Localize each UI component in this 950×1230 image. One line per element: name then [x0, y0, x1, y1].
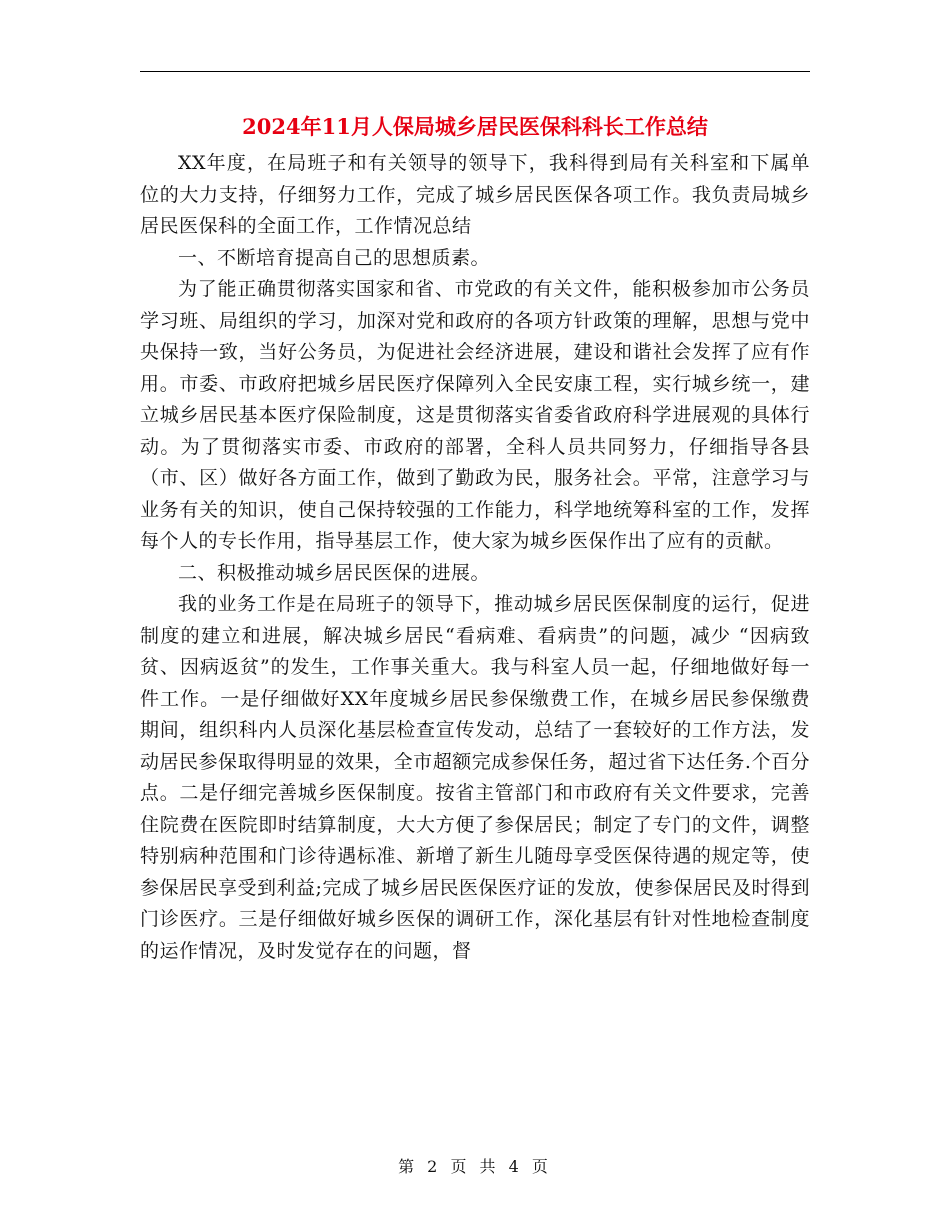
document-title: 2024年11月人保局城乡居民医保科科长工作总结	[242, 114, 708, 139]
header-rule	[140, 71, 810, 72]
section-heading-2: 二、积极推动城乡居民医保的进展。	[178, 561, 491, 584]
page-number-footer: 第 2 页 共 4 页	[398, 1157, 552, 1176]
paragraph-section-2: 我的业务工作是在局班子的领导下，推动城乡居民医保制度的运行，促进制度的建立和进展，解决城乡居民“看病难、看病贵”的问题，减少 “因病致贫、因病返贫”的发生，工作事关重大。我与科室人员一起，仔细地做好每一件工作。一是仔细做好XX年度城乡居民参保缴费工作，在城乡居民参保缴费期间，组织科内人员深化基层检查宣传发动，总结了一套较好的工作方法，发动居民参保取得明显的效果，全市超额完成参保任务，超过省下达任务.个百分点。二是仔细完善城乡医保制度。按省主管部门和市政府有关文件要求，完善住院费在医院即时结算制度，大大方便了参保居民；制定了专门的文件，调整特别病种范围和门诊待遇标准、新增了新生儿随母享受医保待遇的规定等，使参保居民享受到利益;完成了城乡居民医保医疗证的发放，使参保居民及时得到门诊医疗。三是仔细做好城乡医保的调研工作，深化基层有针对性地检查制度的运作情况，及时发觉存在的问题，督	[140, 593, 810, 962]
paragraph-section-1: 为了能正确贯彻落实国家和省、市党政的有关文件，能积极参加市公务员学习班、局组织的学习，加深对党和政府的各项方针政策的理解，思想与党中央保持一致，当好公务员，为促进社会经济进展，建设和谐社会发挥了应有作用。市委、市政府把城乡居民医疗保障列入全民安康工程，实行城乡统一，建立城乡居民基本医疗保险制度，这是贯彻落实省委省政府科学进展观的具体行动。为了贯彻落实市委、市政府的部署，全科人员共同努力，仔细指导各县（市、区）做好各方面工作，做到了勤政为民，服务社会。平常，注意学习与业务有关的知识，使自己保持较强的工作能力，科学地统筹科室的工作，发挥每个人的专长作用，指导基层工作，使大家为城乡医保作出了应有的贡献。	[140, 278, 810, 552]
paragraph-intro: XX年度，在局班子和有关领导的领导下，我科得到局有关科室和下属单位的大力支持，仔细努力工作，完成了城乡居民医保各项工作。我负责局城乡居民医保科的全面工作，工作情况总结	[140, 152, 810, 237]
document-body	[140, 148, 810, 967]
section-heading-1: 一、不断培育提高自己的思想质素。	[178, 246, 491, 269]
